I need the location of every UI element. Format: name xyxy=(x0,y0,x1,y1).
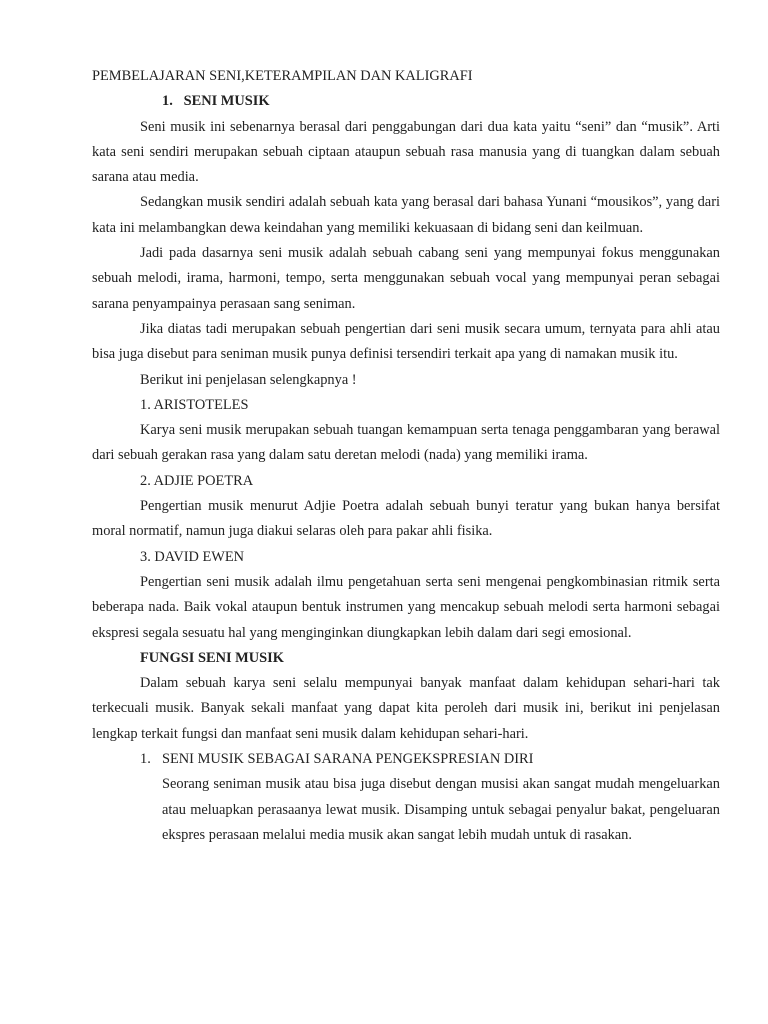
expert-text-aristoteles: Karya seni musik merupakan sebuah tuangan kemampuan serta tenaga penggambaran yang berawal dari sebuah gerakan rasa yang dalam satu deretan melodi (nada) yang memiliki irama. xyxy=(92,422,720,464)
paragraph: Jika diatas tadi merupakan sebuah pengertian dari seni musik secara umum, ternyata para ahli atau bisa juga disebut para seniman musik punya definisi tersendiri terkait apa yang di namakan musik itu. xyxy=(92,320,720,363)
paragraph: Sedangkan musik sendiri adalah sebuah kata yang berasal dari bahasa Yunani “mousikos”, yang dari kata ini melambangkan dewa keindahan yang memiliki kekuasaan di bidang seni dan keilmuan. xyxy=(92,194,720,236)
paragraph: Jadi pada dasarnya seni musik adalah sebuah cabang seni yang mempunyai fokus menggunakan sebuah melodi, irama, harmoni, tempo, serta menggunakan sebuah vocal yang mempunyai peran sebagai sarana penyampainya perasaan sang seniman. xyxy=(92,245,720,312)
paragraph: Seni musik ini sebenarnya berasal dari penggabungan dari dua kata yaitu “seni” dan “musik”. Arti kata seni sendiri merupakan sebuah ciptaan ataupun sebuah rasa manusia yang di tuangkan dalam sebuah sarana atau media. xyxy=(92,118,720,186)
function-item-number: 1. xyxy=(140,751,151,768)
function-item-text: Seorang seniman musik atau bisa juga disebut dengan musisi akan sangat mudah mengeluarkan atau meluapkan perasaanya lewat musik. Disamping untuk sebagai penyalur bakat, pengeluaran ekspres perasaan melalui media musik akan sangat lebih mudah untuk di rasakan. xyxy=(162,776,720,843)
section-heading-fungsi-seni-musik: FUNGSI SENI MUSIK xyxy=(140,649,284,666)
function-item-label: SENI MUSIK SEBAGAI SARANA PENGEKSPRESIAN DIRI xyxy=(162,751,534,768)
expert-text-david-ewen: Pengertian seni musik adalah ilmu pengetahuan serta seni mengenai pengkombinasian ritmik serta beberapa nada. Baik vokal ataupun bentuk instrumen yang mencakup sebuah melodi serta harmoni sebagai ekspresi segala sesuatu hal yang menginginkan diungkapkan lebih dalam dari segi emosional. xyxy=(92,573,720,641)
expert-label-aristoteles: 1. ARISTOTELES xyxy=(140,396,249,413)
expert-label-adjie-poetra: 2. ADJIE POETRA xyxy=(140,472,254,489)
expert-label-david-ewen: 3. DAVID EWEN xyxy=(140,548,245,565)
document-title: PEMBELAJARAN SENI,KETERAMPILAN DAN KALIGRAFI xyxy=(92,68,473,84)
expert-text-adjie-poetra: Pengertian musik menurut Adjie Poetra adalah sebuah bunyi teratur yang bukan hanya bersifat moral normatif, namun juga diakui selaras oleh para pakar ahli fisika. xyxy=(92,498,720,540)
intro-line: Berikut ini penjelasan selengkapnya ! xyxy=(140,371,357,388)
function-item-title xyxy=(92,747,720,772)
paragraph: Dalam sebuah karya seni selalu mempunyai banyak manfaat dalam kehidupan sehari-hari tak terkecuali musik. Banyak sekali manfaat yang dapat kita peroleh dari musik ini, berikut ini penjelasan lengkap terkait fungsi dan manfaat seni musik dalam kehidupan sehari-hari. xyxy=(92,675,720,742)
section-heading-seni-musik xyxy=(92,89,720,114)
section-number: 1. xyxy=(162,93,173,110)
section-title: SENI MUSIK xyxy=(183,93,270,110)
